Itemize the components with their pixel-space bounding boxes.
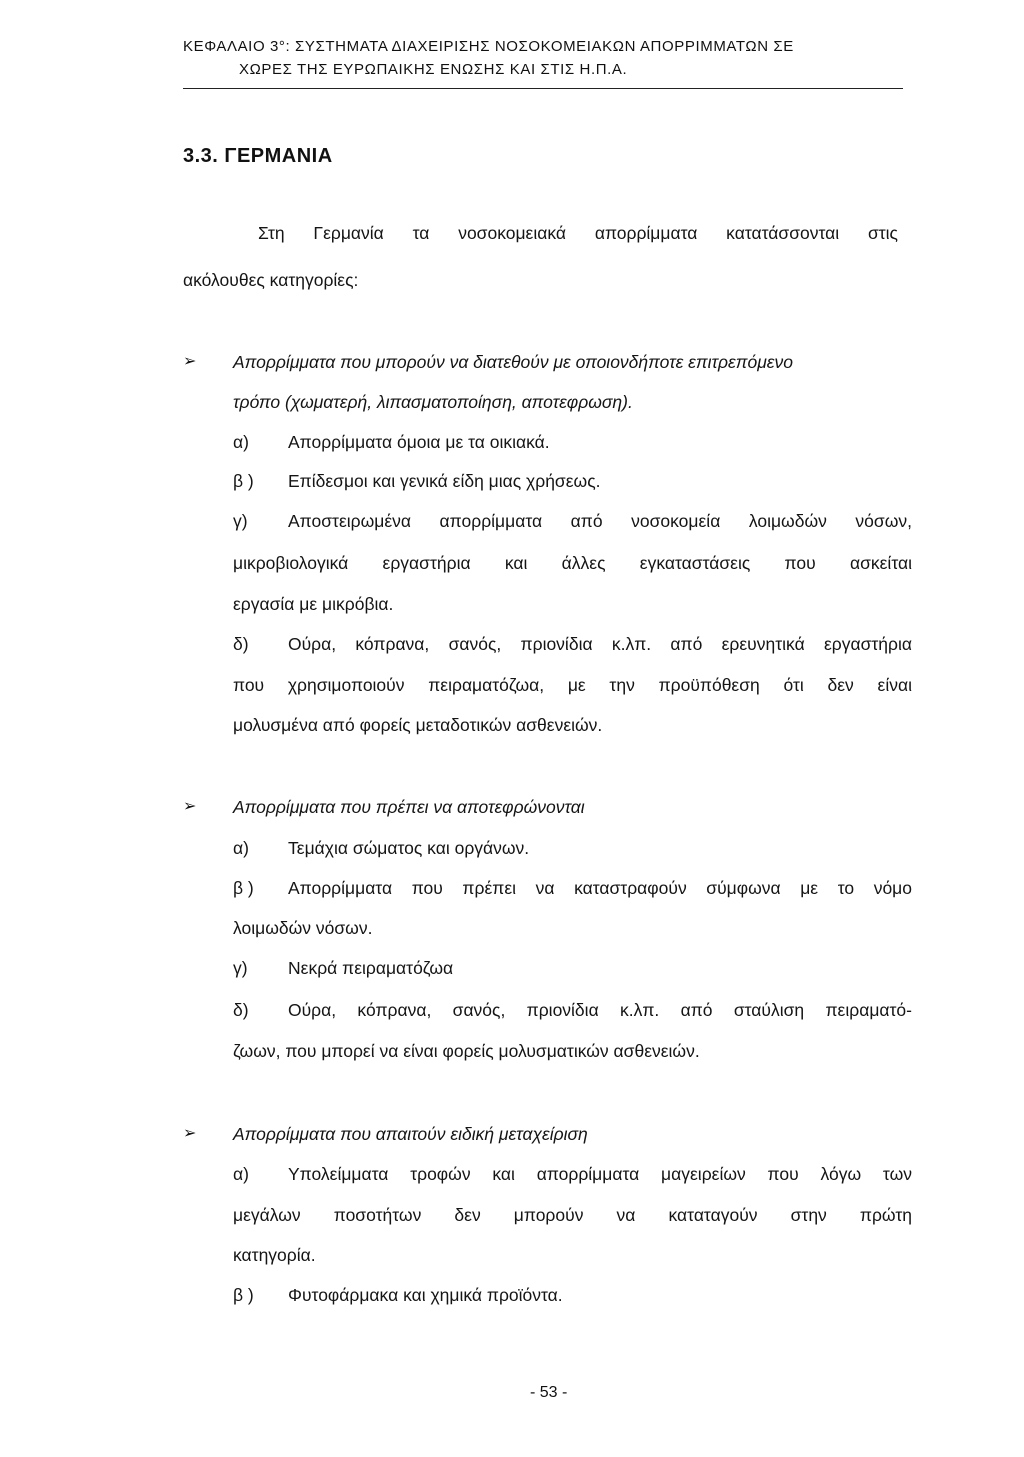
group1-item-c-line-2: μικροβιολογικά εργαστήρια και άλλες εγκαταστάσεις που ασκείται [233,553,912,573]
group1-item-b-text: Επίδεσμοι και γενικά είδη μιας χρήσεως. [288,471,601,491]
group1-item-c-label: γ) [233,511,248,531]
group2-item-a-label: α) [233,838,249,858]
group2-item-b-line-1: Απορρίμματα που πρέπει να καταστραφούν σύμφωνα με το νόμο [288,878,912,898]
intro-line-2: ακόλουθες κατηγορίες: [183,270,359,290]
group3-item-a-label: α) [233,1164,249,1184]
group1-item-a-label: α) [233,432,249,452]
group2-item-c-label: γ) [233,958,248,978]
group1-item-c-line-1: Αποστειρωμένα απορρίμματα από νοσοκομεία λοιμωδών νόσων, [288,511,912,531]
group2-heading: Απορρίμματα που πρέπει να αποτεφρώνονται [233,797,585,817]
group1-item-b-label: β ) [233,471,254,491]
group1-item-d-line-3: μολυσμένα από φορείς μεταδοτικών ασθενειών. [233,715,603,735]
header-rule [183,88,903,89]
header-line-2: ΧΩΡΕΣ ΤΗΣ ΕΥΡΩΠΑΙΚΗΣ ΕΝΩΣΗΣ ΚΑΙ ΣΤΙΣ Η.Π.Α. [239,61,628,78]
group2-item-d-line-2: ζωων, που μπορεί να είναι φορείς μολυσματικών ασθενειών. [233,1041,700,1061]
group1-heading-line-1: Απορρίμματα που μπορούν να διατεθούν με οποιονδήποτε επιτρεπόμενο [233,352,793,372]
group1-heading-line-2: τρόπο (χωματερή, λιπασματοποίηση, αποτεφρωση). [233,392,633,412]
group2-item-d-line-1: Ούρα, κόπρανα, σανός, πριονίδια κ.λπ. από σταύλιση πειραματό- [288,1000,912,1020]
page-number: - 53 - [530,1384,568,1401]
group1-item-d-line-1: Ούρα, κόπρανα, σανός, πριονίδια κ.λπ. από ερευνητικά εργαστήρια [288,634,912,654]
group3-heading: Απορρίμματα που απαιτούν ειδική μεταχείριση [233,1124,588,1144]
group3-item-b-text: Φυτοφάρμακα και χημικά προϊόντα. [288,1285,563,1305]
section-title: 3.3. ΓΕΡΜΑΝΙΑ [183,145,333,167]
group2-item-a-text: Τεμάχια σώματος και οργάνων. [288,838,530,858]
bullet-icon: ➢ [183,1125,197,1142]
group1-item-d-line-2: που χρησιμοποιούν πειραματόζωα, με την προϋπόθεση ότι δεν είναι [233,675,912,695]
bullet-icon: ➢ [183,353,197,370]
group2-item-b-line-2: λοιμωδών νόσων. [233,918,373,938]
group2-item-b-label: β ) [233,878,254,898]
group3-item-b-label: β ) [233,1285,254,1305]
group2-item-c-text: Νεκρά πειραματόζωα [288,958,454,978]
header-line-1: ΚΕΦΑΛΑΙΟ 3°: ΣΥΣΤΗΜΑΤΑ ΔΙΑΧΕΙΡΙΣΗΣ ΝΟΣΟΚΟΜΕΙΑΚΩΝ ΑΠΟΡΡΙΜΜΑΤΩΝ ΣΕ [183,38,794,55]
group3-item-a-line-3: κατηγορία. [233,1245,316,1265]
group1-item-c-line-3: εργασία με μικρόβια. [233,594,394,614]
group2-item-d-label: δ) [233,1000,249,1020]
bullet-icon: ➢ [183,798,197,815]
group3-item-a-line-2: μεγάλων ποσοτήτων δεν μπορούν να καταταγούν στην πρώτη [233,1205,912,1225]
group3-item-a-line-1: Υπολείμματα τροφών και απορρίμματα μαγειρείων που λόγω των [288,1164,912,1184]
group1-item-d-label: δ) [233,634,249,654]
intro-line-1: Στη Γερμανία τα νοσοκομειακά απορρίμματα κατατάσσονται στις [258,223,898,243]
group1-item-a-text: Απορρίμματα όμοια με τα οικιακά. [288,432,550,452]
